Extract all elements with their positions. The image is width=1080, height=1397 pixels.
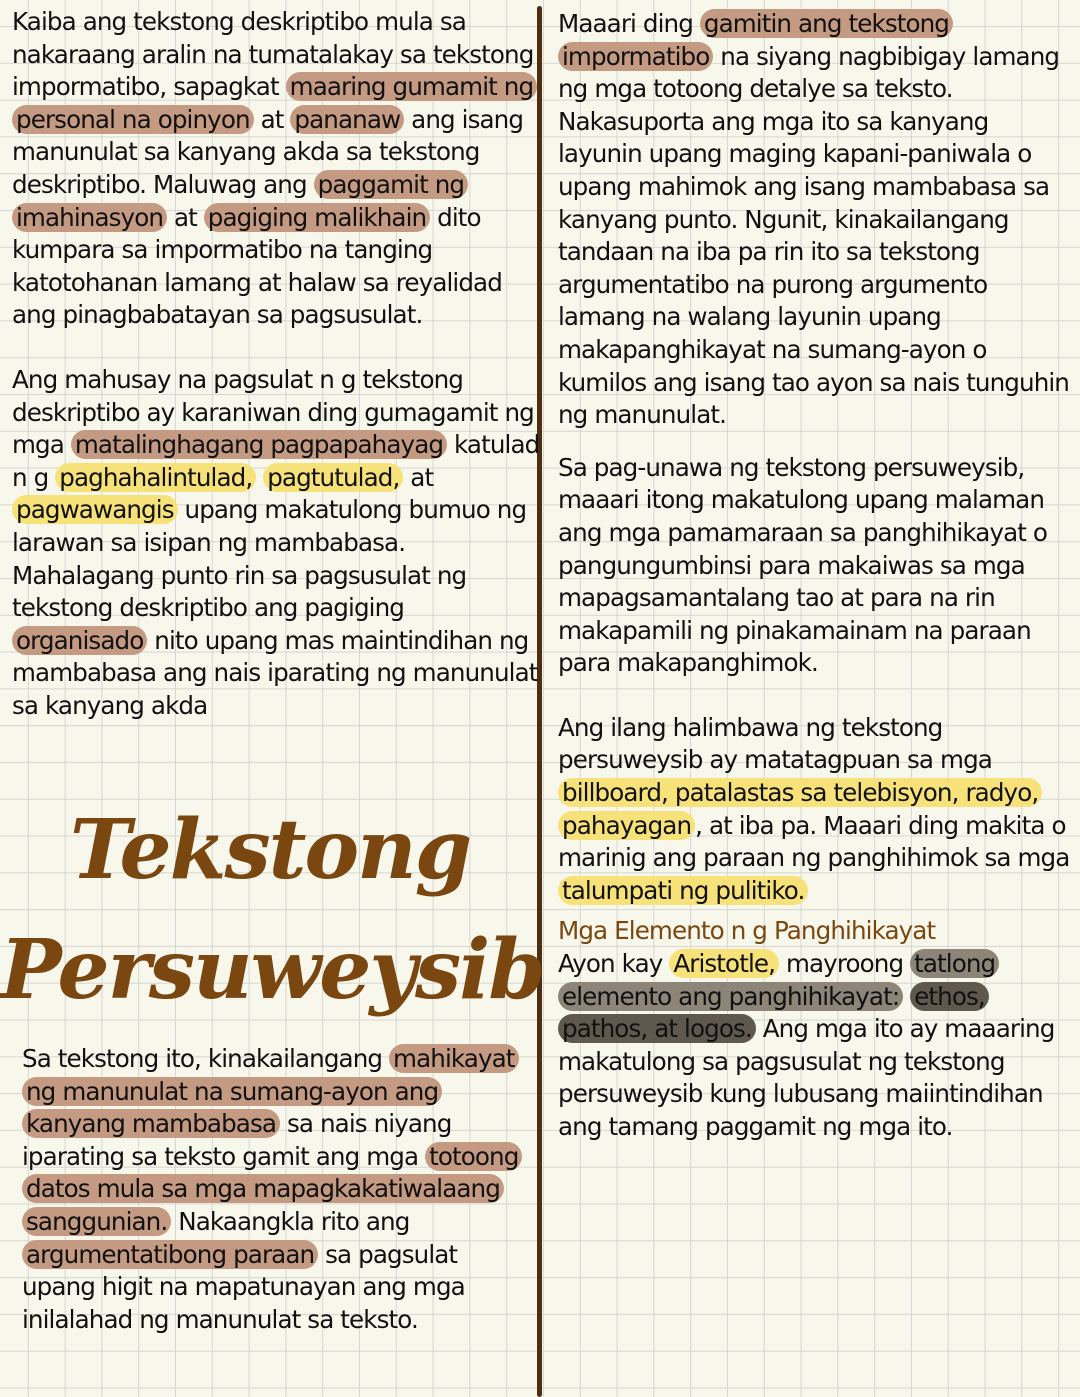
paragraph-deskriptibo-intro: [12, 6, 542, 332]
text: ang isang manunulat sa kanyang akda sa tekstong deskriptibo. Maluwag ang: [12, 104, 524, 199]
text: Nakaangkla rito ang: [171, 1206, 410, 1236]
text: Maaari ding: [558, 9, 700, 38]
text: at: [253, 104, 291, 134]
highlight-yellow: pagtutulad,: [263, 463, 403, 492]
text: at: [403, 462, 434, 492]
highlight-dark: ethos, pathos, at logos.: [558, 982, 989, 1044]
highlight-gray: tatlong elemento ang panghihikayat:: [558, 949, 999, 1011]
text: Kaiba ang tekstong deskriptibo mula sa nakaraang aralin na tumatalakay sa tekstong impormatibo, sapagkat: [12, 7, 534, 102]
text: Ang mga ito ay maaaring makatulong sa pagsusulat ng tekstong persuweysib kung lubusang maiintindihan ang tamang paggamit ng mga ito.: [558, 1014, 1055, 1141]
subheading-elemento: Mga Elemento n g Panghihikayat: [558, 916, 936, 946]
text: Sa tekstong ito, kinakailangang: [22, 1044, 390, 1073]
paragraph-impormatibo-use: [558, 8, 1073, 432]
title-tekstong: Tekstong: [69, 802, 471, 898]
text: mayroong: [779, 949, 911, 979]
text: katulad n g: [12, 430, 540, 492]
highlight-brown: matalinghagang pagpapahayag: [71, 430, 447, 459]
highlight-brown: maaring gumamit ng personal na opinyon: [12, 72, 537, 134]
highlight-brown: pagiging malikhain: [204, 203, 430, 232]
right-column: [558, 8, 1073, 1144]
text: dito kumpara sa impormatibo na tanging katotohanan lamang at halaw sa reyalidad ang pinagbabatayan sa pagsusulat.: [12, 202, 502, 330]
highlight-yellow: Aristotle,: [669, 949, 779, 978]
paragraph-halimbawa: [558, 712, 1073, 908]
highlight-brown: gamitin ang tekstong impormatibo: [558, 9, 953, 71]
text: na siyang nagbibigay lamang ng mga totoong detalye sa teksto. Nakasuporta ang mga ito sa kanyang layunin upang maging kapani-paniwala o upang mahimok ang isang mambabasa sa kanyang punto. Ngunit, kinakailangang tandaan na iba pa rin ito sa tekstong argumentatibo na purong argumento lamang na walang layunin upang makapanghikayat na sumang-ayon o kumilos ang isang tao ayon sa nais tunguhin ng manunulat.: [558, 41, 1069, 430]
highlight-yellow: talumpati ng pulitiko.: [558, 876, 808, 905]
text: sa nais niyang iparating sa teksto gamit ang mga: [22, 1109, 452, 1171]
paragraph-persuweysib-intro: [22, 1043, 527, 1336]
text: nito upang mas maintindihan ng mambabasa ang nais iparating ng manunulat sa kanyang akda: [12, 625, 538, 720]
highlight-brown: pananaw: [290, 105, 404, 134]
text: Ang ilang halimbawa ng tekstong persuweysib ay matatagpuan sa mga: [558, 712, 992, 775]
highlight-yellow: paghahalintulad,: [55, 463, 256, 492]
text: Ayon kay: [558, 949, 670, 979]
text: Ang mahusay na pagsulat n g tekstong deskriptibo ay karaniwan ding gumagamit ng mga: [12, 364, 534, 460]
highlight-yellow: pagwawangis: [12, 495, 178, 524]
text: upang makatulong bumuo ng larawan sa isipan ng mambabasa. Mahalagang punto rin sa pagsusulat ng tekstong deskriptibo ang pagiging: [12, 495, 527, 623]
highlight-brown: organisado: [12, 626, 147, 655]
highlight-brown: argumentatibong paraan: [22, 1240, 318, 1269]
highlight-brown: mahikayat ng manunulat na sumang-ayon ang kanyang mambabasa: [22, 1044, 519, 1138]
highlight-brown: totoong datos mula sa mga mapagkakatiwalaang sanggunian.: [22, 1142, 522, 1236]
highlight-brown: paggamit ng imahinasyon: [12, 170, 468, 232]
title-persuweysib: Persuweysib: [0, 922, 544, 1018]
text: at: [167, 202, 204, 232]
paragraph-deskriptibo-style: [12, 364, 542, 723]
left-column-bottom: [22, 1043, 527, 1336]
highlight-yellow: billboard, patalastas sa telebisyon, radyo, pahayagan: [558, 778, 1042, 840]
text: Sa pag-unawa ng tekstong persuweysib, maaari itong makatulong upang malaman ang mga pamamaraan sa panghihikayat o pangungumbinsi para makaiwas sa mga mapagsamantalang tao at para na rin makapamili ng pinakamainam na paraan para makapanghimok.: [558, 452, 1048, 678]
left-column: [12, 6, 542, 722]
text: sa pagsulat upang higit na mapatunayan ang mga inilalahad ng manunulat sa teksto.: [22, 1239, 465, 1334]
paragraph-pag-unawa: [558, 452, 1073, 680]
paragraph-aristotle: [558, 948, 1073, 1144]
text: , at iba pa. Maaari ding makita o marinig ang paraan ng panghihimok sa mga: [558, 810, 1070, 873]
